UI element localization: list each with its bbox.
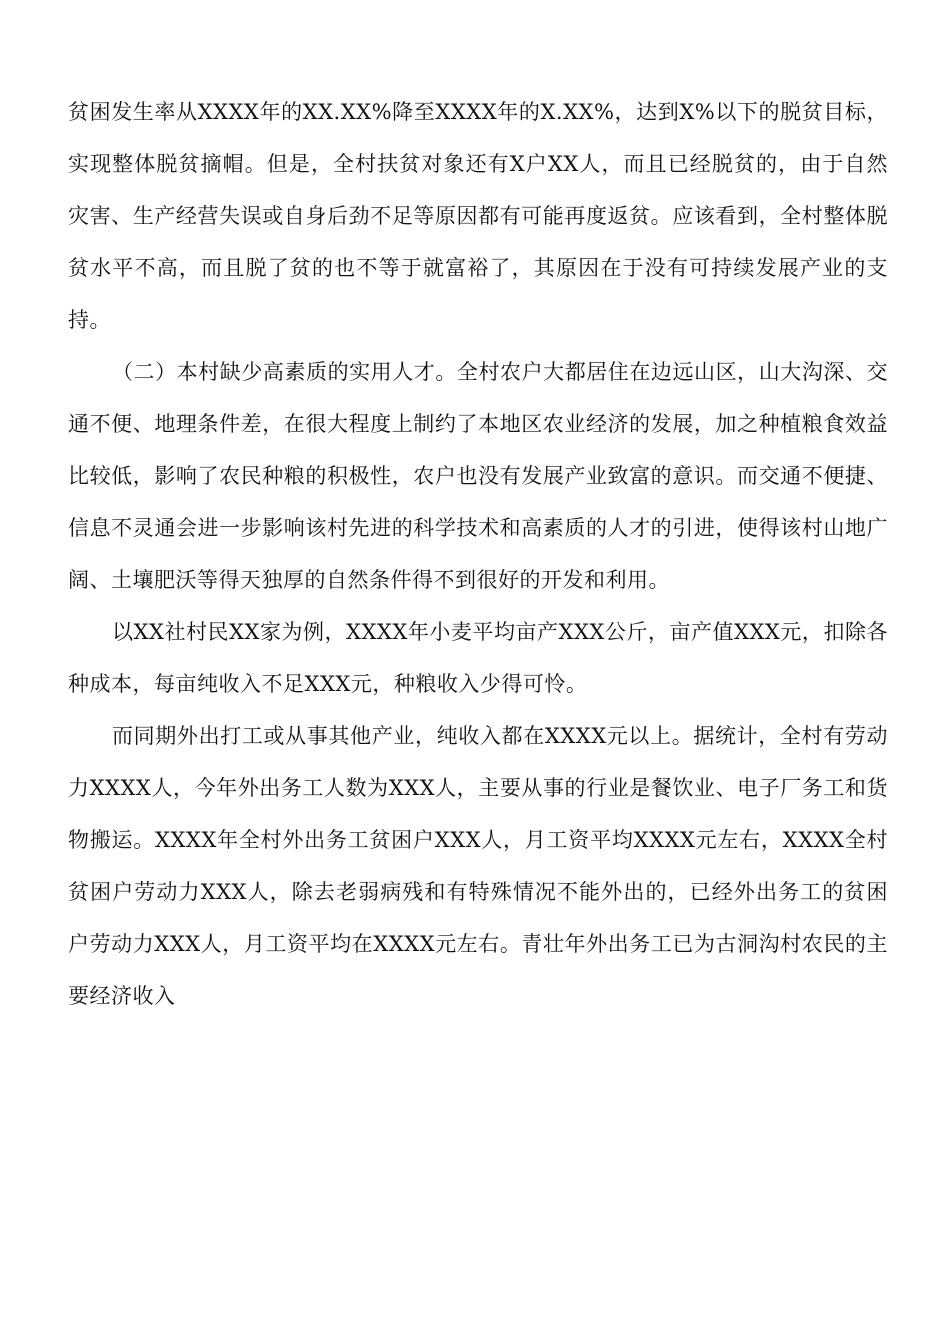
document-body	[68, 86, 888, 1022]
paragraph-section-two: （二）本村缺少高素质的实用人才。全村农户大都居住在边远山区，山大沟深、交通不便、地理条件差，在很大程度上制约了本地区农业经济的发展，加之种植粮食效益比较低，影响了农民种粮的积极性，农户也没有发展产业致富的意识。而交通不便捷、信息不灵通会进一步影响该村先进的科学技术和高素质的人才的引进，使得该村山地广阔、土壤肥沃等得天独厚的自然条件得不到很好的开发和利用。	[68, 360, 888, 592]
paragraph-labor-statistics: 而同期外出打工或从事其他产业，纯收入都在XXXX元以上。据统计，全村有劳动力XXXX人，今年外出务工人数为XXX人，主要从事的行业是餐饮业、电子厂务工和货物搬运。XXXX年全村外出务工贫困户XXX人，月工资平均XXXX元左右，XXXX全村贫困户劳动力XXX人，除去老弱病残和有特殊情况不能外出的，已经外出务工的贫困户劳动力XXX人，月工资平均在XXXX元左右。青壮年外出务工已为古洞沟村农民的主要经济收入	[68, 724, 888, 1008]
paragraph-continuation: 贫困发生率从XXXX年的XX.XX%降至XXXX年的X.XX%，达到X%以下的脱贫目标，实现整体脱贫摘帽。但是，全村扶贫对象还有X户XX人，而且已经脱贫的，由于自然灾害、生产经营失误或自身后劲不足等原因都有可能再度返贫。应该看到，全村整体脱贫水平不高，而且脱了贫的也不等于就富裕了，其原因在于没有可持续发展产业的支持。	[68, 100, 888, 332]
paragraph-example: 以XX社村民XX家为例，XXXX年小麦平均亩产XXX公斤，亩产值XXX元，扣除各种成本，每亩纯收入不足XXX元，种粮收入少得可怜。	[68, 620, 888, 696]
